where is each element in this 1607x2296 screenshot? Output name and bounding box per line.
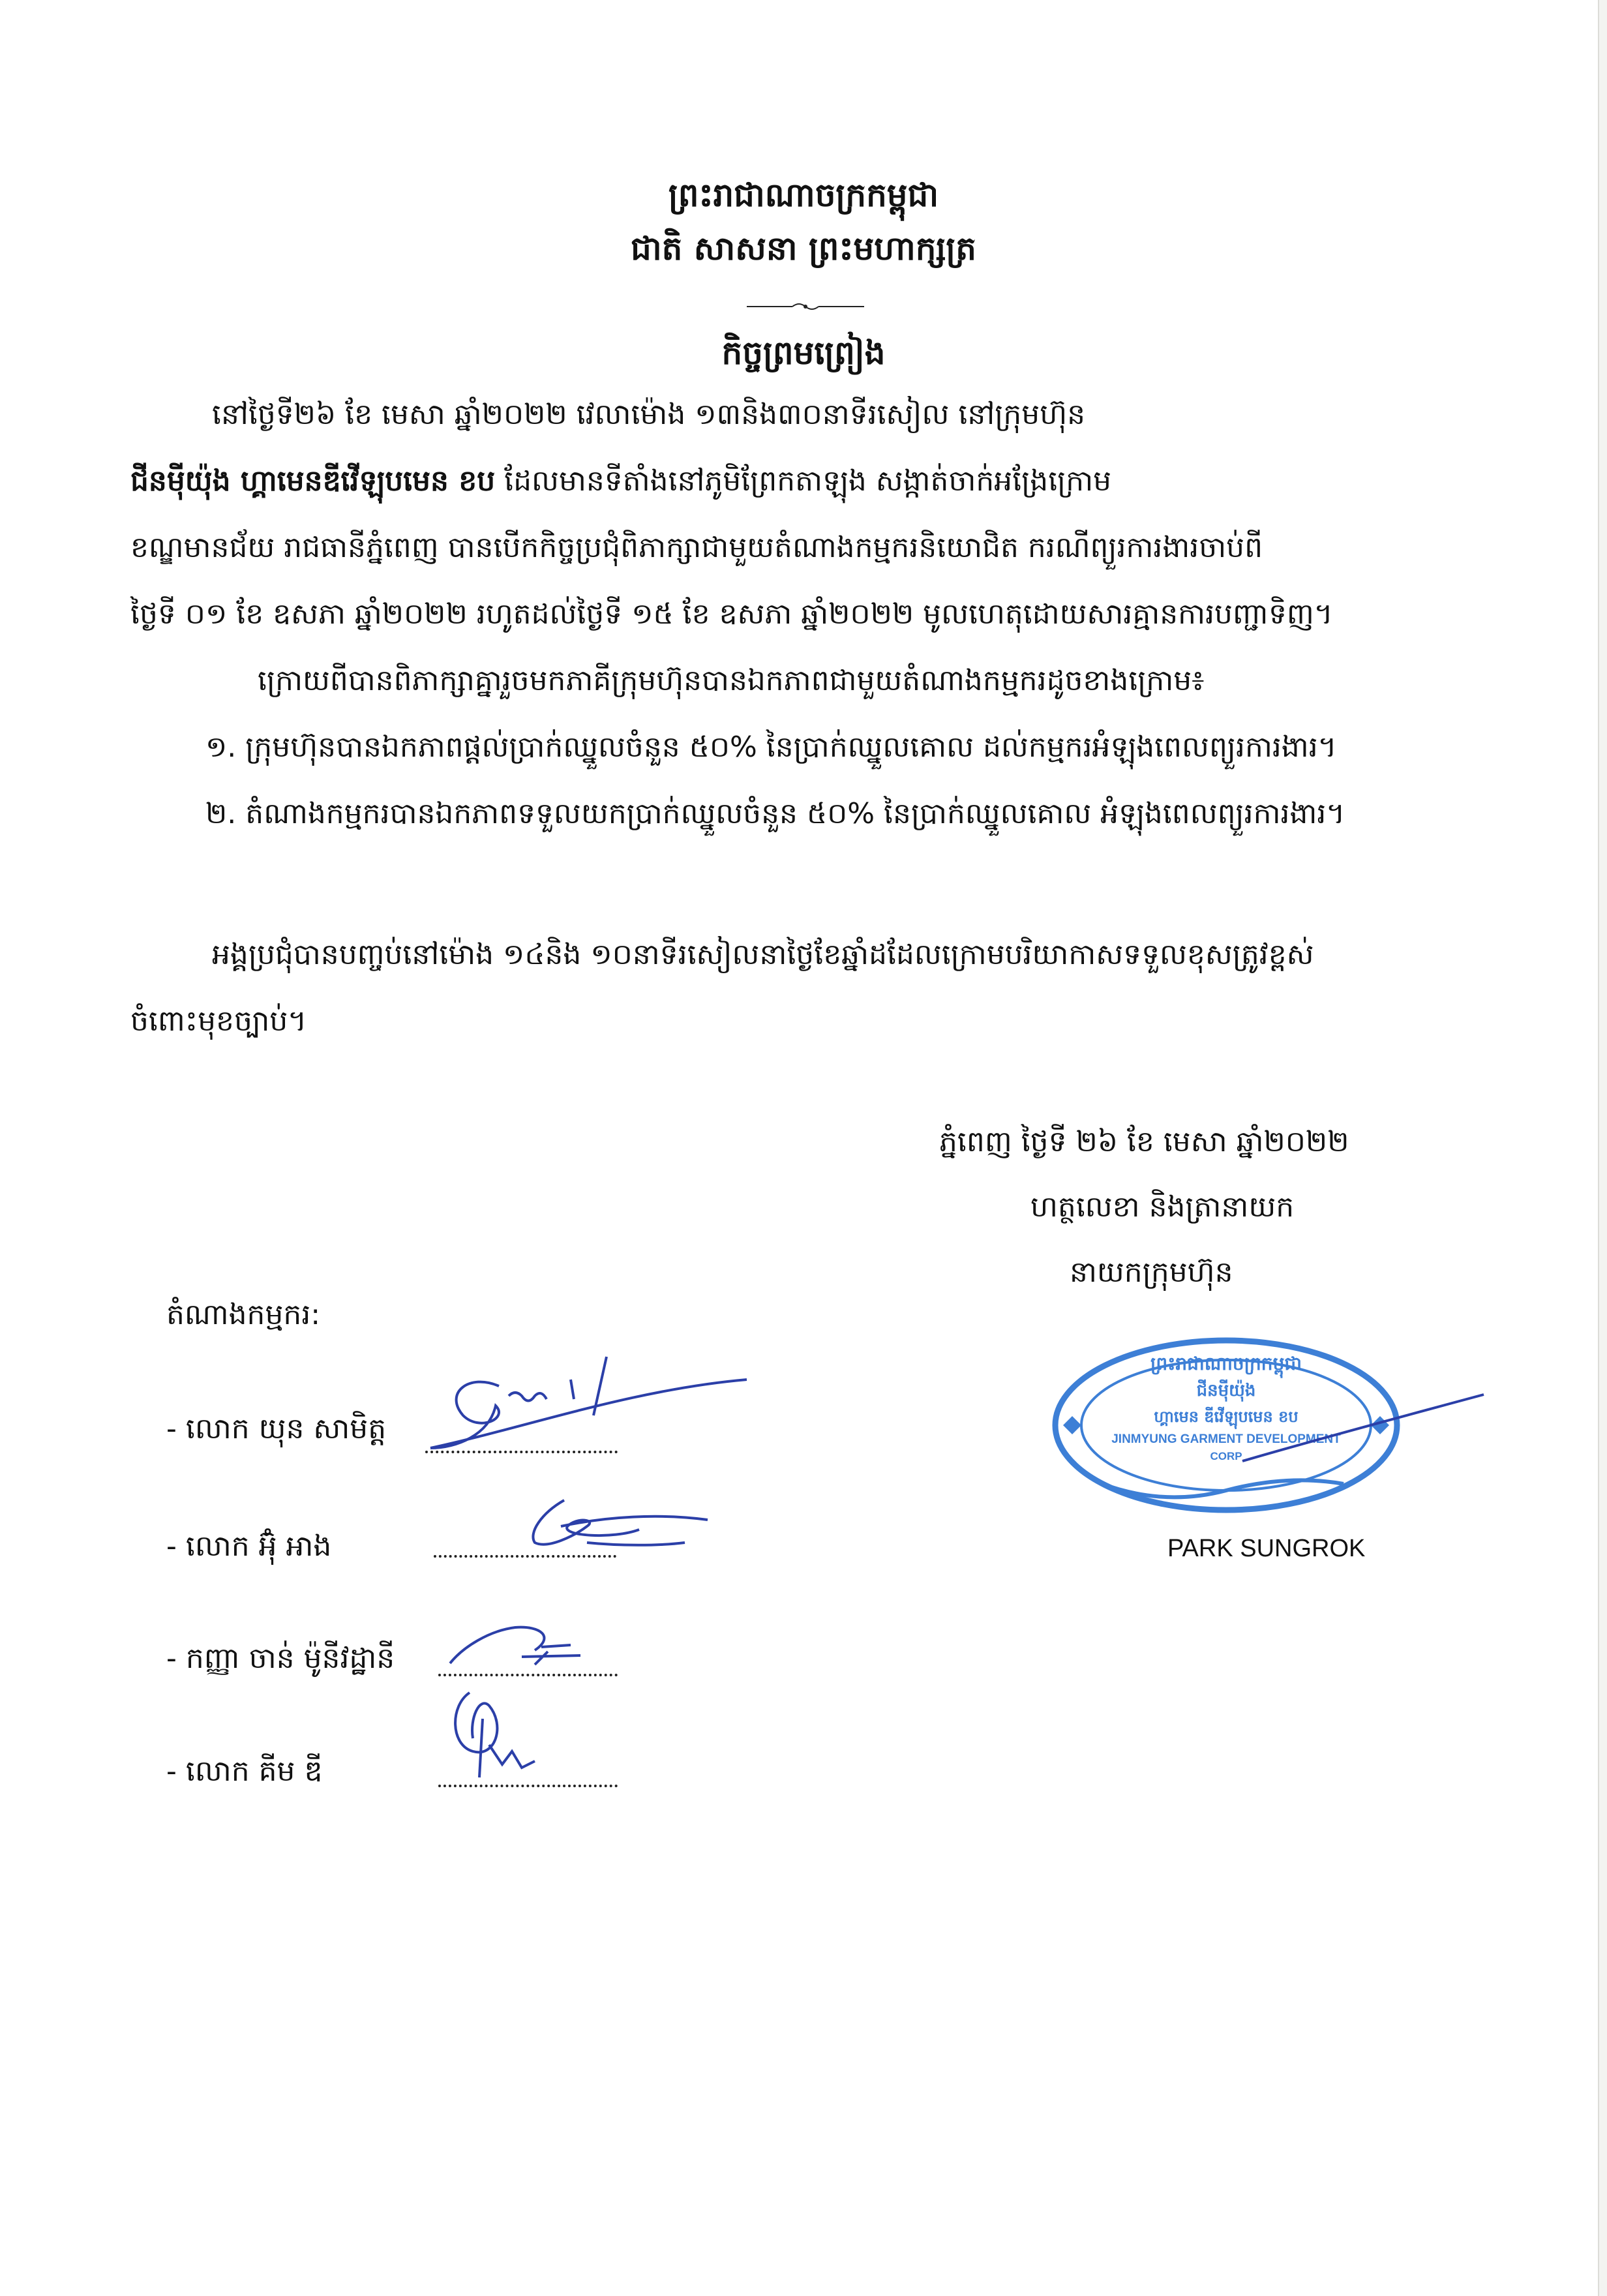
intro-line-2 [130, 464, 1111, 499]
director-name: PARK SUNGROK [1167, 1535, 1366, 1562]
worker-name: - កញ្ញា ចាន់ ម៉ូនីវដ្ឋានី [166, 1642, 395, 1675]
intro-line-2-rest: ដែលមានទីតាំងនៅភូមិព្រែកតាឡុង សង្កាត់ចាក់អង្រែក្រោម [504, 464, 1112, 498]
intro-line-4: ថ្ងៃទី ០១ ខែ ឧសភា ឆ្នាំ២០២២ រហូតដល់ថ្ងៃទី ១៥ ខែ ឧសភា ឆ្នាំ២០២២ មូលហេតុដោយសារគ្មានការបញ្ជាទិញ។ [130, 597, 1333, 631]
signatory-title: ហត្ថលេខា និងត្រានាយក [1030, 1190, 1295, 1224]
worker-name: - លោក យុន សាមិត្ត [166, 1412, 387, 1445]
document-title: កិច្ចព្រមព្រៀង [721, 334, 886, 372]
worker-signature-1 [417, 1344, 757, 1455]
stamp-line-2: ហ្គាមេន ឌីវើឡុបមេន ខប [1154, 1408, 1299, 1426]
agreement-point-1: ១. ក្រុមហ៊ុនបានឯកភាពផ្តល់ប្រាក់ឈ្នួលចំនួន ៥០% នៃប្រាក់ឈ្នួលគោល ដល់កម្មករអំឡុងពេលព្យួរការងារ។ [205, 731, 1337, 764]
worker-name: - លោក គីម ឌី [166, 1755, 323, 1788]
worker-signature-4 [443, 1680, 554, 1790]
ornament-divider-icon [747, 301, 864, 312]
worker-name: - លោក អ៊ុំ អាង [166, 1530, 332, 1563]
kingdom-heading: ព្រះរាជាណាចក្រកម្ពុជា [668, 176, 939, 214]
worker-row-1 [166, 1412, 386, 1447]
closing-line-1: អង្គប្រជុំបានបញ្ចប់នៅម៉ោង ១៤និង ១០នាទីរសៀលនាថ្ងៃខែឆ្នាំដដែលក្រោមបរិយាកាសទទួលខុសត្រូវខ្ពស់ [212, 938, 1314, 971]
signatory-role: នាយកក្រុមហ៊ុន [1070, 1256, 1233, 1289]
worker-signature-2 [515, 1487, 711, 1559]
intro-line-3: ខណ្ឌមានជ័យ រាជធានីភ្នំពេញ បានបើកកិច្ចប្រជុំពិភាក្សាជាមួយតំណាងកម្មករនិយោជិត ករណីព្យួរការងារចាប់ពី [130, 531, 1263, 564]
stamp-line-1: ជីនម៉ីយ៉ុង [1196, 1381, 1256, 1400]
motto-heading: ជាតិ សាសនា ព្រះមហាក្សត្រ [631, 230, 976, 267]
date-place: ភ្នំពេញ ថ្ងៃទី ២៦ ខែ មេសា ឆ្នាំ២០២២ [939, 1125, 1349, 1158]
workers-label: តំណាងកម្មករ: [166, 1298, 321, 1331]
worker-row-3 [166, 1642, 395, 1676]
worker-row-4 [166, 1755, 322, 1789]
agreement-point-2: ២. តំណាងកម្មករបានឯកភាពទទួលយកប្រាក់ឈ្នួលចំនួន ៥០% នៃប្រាក់ឈ្នួលគោល អំឡុងពេលព្យួរការងារ។ [205, 797, 1345, 830]
stamp-line-4: CORP [1210, 1450, 1242, 1462]
director-signature [1239, 1389, 1487, 1468]
closing-line-2: ចំពោះមុខច្បាប់។ [130, 1004, 307, 1038]
worker-row-2 [166, 1530, 331, 1564]
worker-signature-3 [443, 1611, 613, 1676]
stamp-top-text: ព្រះរាជាណាចក្រកម្ពុជា [1150, 1353, 1302, 1374]
intro-line-5: ក្រោយពីបានពិភាក្សាគ្នារួចមកភាគីក្រុមហ៊ុនបានឯកភាពជាមួយតំណាងកម្មករដូចខាងក្រោម៖ [258, 664, 1205, 697]
intro-line-1: នៅថ្ងៃទី២៦ ខែ មេសា ឆ្នាំ២០២២ វេលាម៉ោង ១៣និង៣០នាទីរសៀល នៅក្រុមហ៊ុន [212, 398, 1086, 431]
stamp-line-3: JINMYUNG GARMENT DEVELOPMENT [1111, 1432, 1341, 1446]
company-name: ជីនម៉ីយ៉ុង ហ្គាមេនឌីវើឡុបមេន ខប [130, 464, 496, 498]
